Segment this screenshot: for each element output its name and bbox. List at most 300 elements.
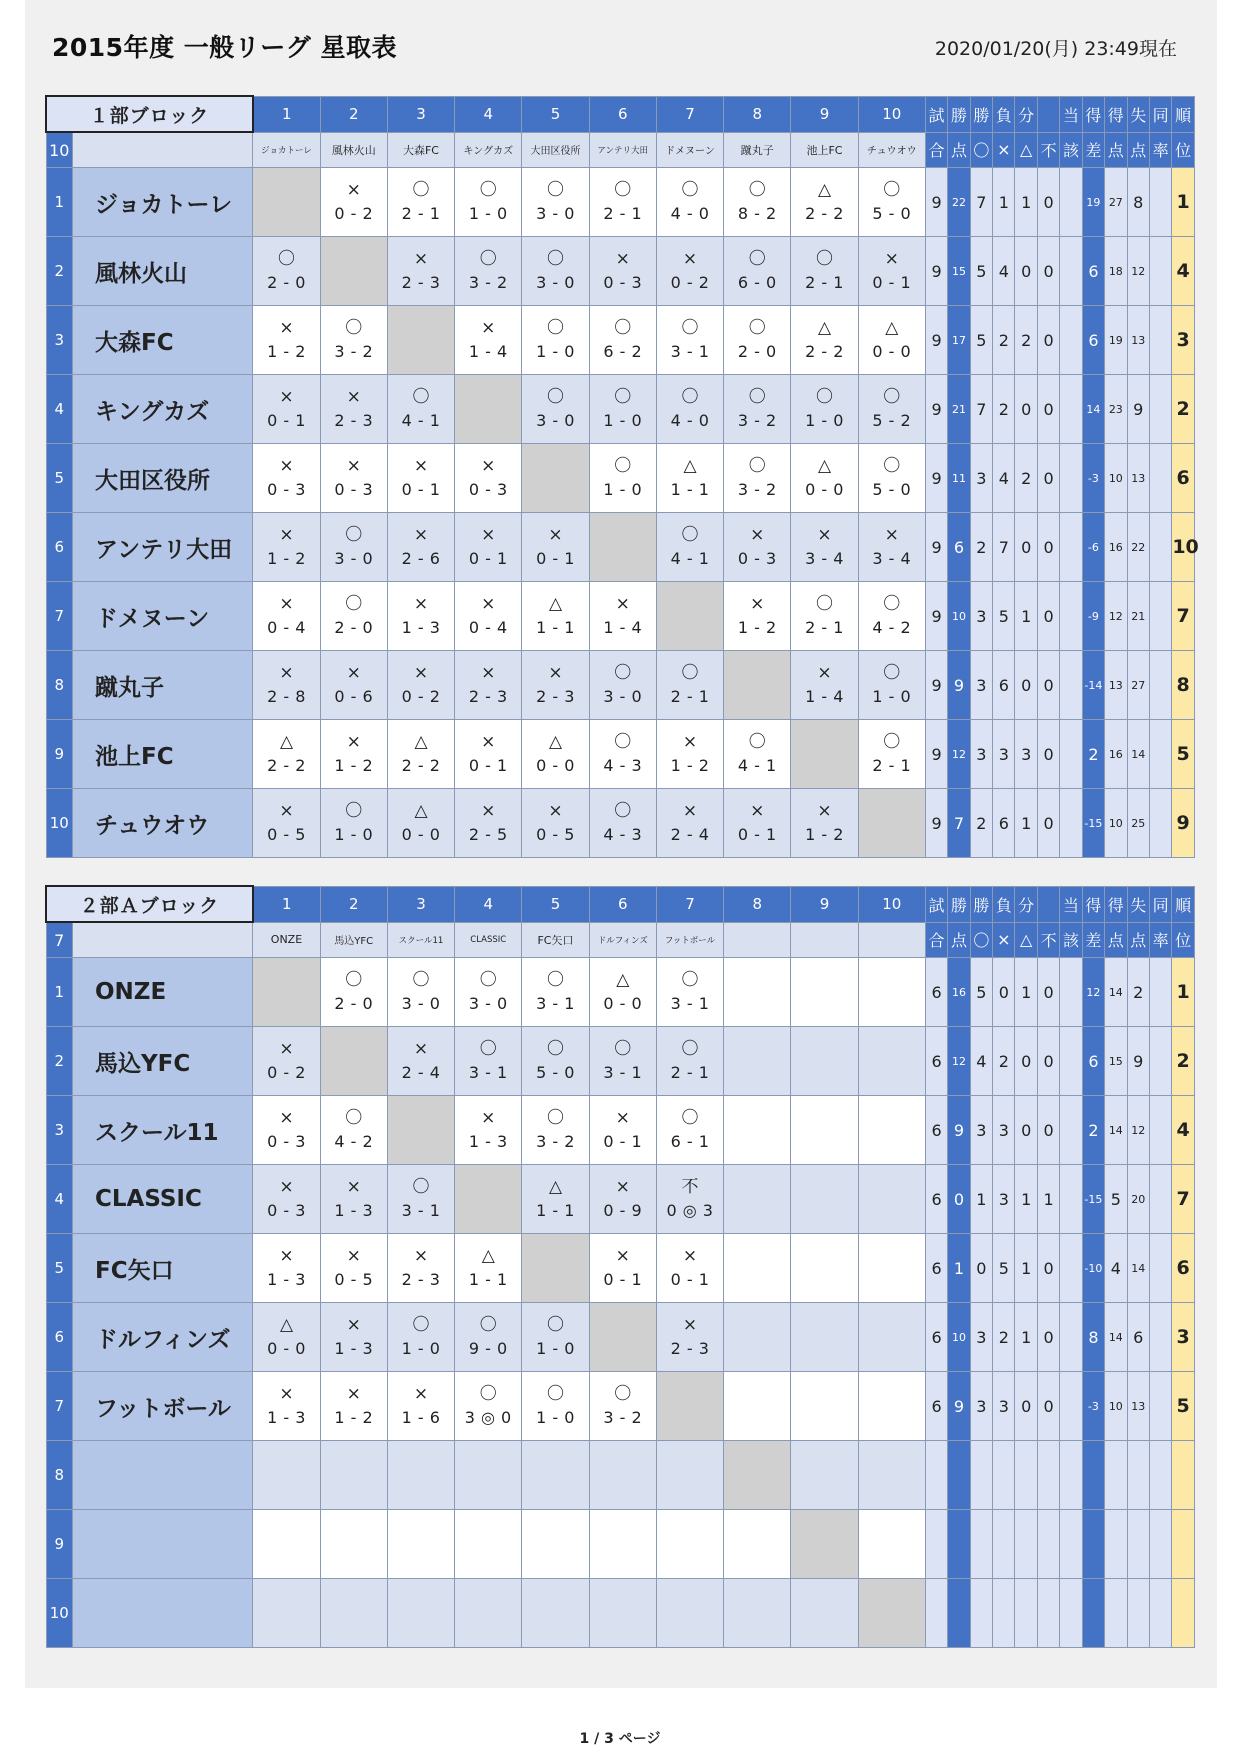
self-match-cell xyxy=(589,1303,656,1372)
result-mark xyxy=(253,1532,319,1556)
team-row xyxy=(46,375,1195,444)
match-result-cell xyxy=(387,789,454,858)
stat-games: 9 xyxy=(925,789,947,858)
result-mark: 〇 xyxy=(748,732,766,752)
stat-goals-against: 12 xyxy=(1127,1096,1149,1165)
result-mark: × xyxy=(481,318,496,338)
opponent-number: 9 xyxy=(791,886,858,922)
stat-goals-for: 14 xyxy=(1105,1096,1127,1165)
match-result-cell xyxy=(387,237,454,306)
stat-goal-diff: 6 xyxy=(1082,1027,1104,1096)
opponent-number: 6 xyxy=(589,886,656,922)
stat-tie-ratio xyxy=(1149,237,1171,306)
page-title: 2015年度 一般リーグ 星取表 xyxy=(52,33,397,62)
stat-goals-for: 19 xyxy=(1105,306,1127,375)
result-mark: 〇 xyxy=(614,318,632,338)
team-number: 8 xyxy=(46,1441,72,1510)
stat-rank: 5 xyxy=(1172,1372,1195,1441)
result-mark: 〇 xyxy=(681,318,699,338)
stat-goal-diff: -6 xyxy=(1082,513,1104,582)
match-result-cell xyxy=(253,789,320,858)
stat-wins: 3 xyxy=(970,1372,992,1441)
result-mark: 〇 xyxy=(479,249,497,269)
stat-tie-ratio xyxy=(1149,1510,1171,1579)
stat-rank: 6 xyxy=(1172,1234,1195,1303)
match-score: 3 - 2 xyxy=(737,411,777,430)
stat-draws: 1 xyxy=(1015,582,1037,651)
match-score: 2 - 2 xyxy=(805,342,844,361)
result-mark: 〇 xyxy=(546,180,564,200)
self-match-cell xyxy=(522,1234,589,1303)
opponent-column-name: チュウオウ xyxy=(858,132,925,168)
result-mark: 〇 xyxy=(883,663,901,683)
stat-goals-against: 20 xyxy=(1127,1165,1149,1234)
stat-goals-against: 21 xyxy=(1127,582,1149,651)
team-count: 10 xyxy=(46,132,72,168)
match-result-cell xyxy=(253,1579,320,1648)
stat-goal-diff: 12 xyxy=(1082,958,1104,1027)
result-mark xyxy=(590,1532,656,1556)
match-result-cell xyxy=(858,958,925,1027)
result-mark: × xyxy=(346,732,361,752)
match-score: 1 - 1 xyxy=(670,480,710,499)
result-mark: × xyxy=(279,525,294,545)
match-score: 5 - 2 xyxy=(872,411,912,430)
team-row xyxy=(46,1165,1195,1234)
result-mark xyxy=(321,1532,387,1556)
result-mark: × xyxy=(279,1177,294,1197)
match-score: 1 - 2 xyxy=(737,618,777,637)
stat-losses: 6 xyxy=(993,651,1015,720)
stat-goals-for xyxy=(1105,1510,1127,1579)
result-mark: △ xyxy=(548,594,563,614)
match-result-cell xyxy=(791,444,858,513)
match-result-cell xyxy=(724,1027,791,1096)
stat-rank xyxy=(1172,1579,1195,1648)
result-mark xyxy=(590,1463,656,1487)
match-result-cell xyxy=(455,1027,522,1096)
stat-draws: 0 xyxy=(1015,1372,1037,1441)
stat-games: 6 xyxy=(925,1303,947,1372)
result-mark: × xyxy=(346,1177,361,1197)
stat-head-to-head xyxy=(1060,1165,1082,1234)
match-score: 1 - 0 xyxy=(468,204,508,223)
team-number: 7 xyxy=(46,1372,72,1441)
match-score: 2 - 1 xyxy=(805,618,844,637)
stat-header-bottom: 点 xyxy=(1105,922,1127,958)
match-result-cell xyxy=(656,958,723,1027)
match-result-cell xyxy=(455,1303,522,1372)
result-mark: × xyxy=(548,801,563,821)
team-row xyxy=(46,651,1195,720)
result-mark xyxy=(724,1532,790,1556)
opponent-number: 6 xyxy=(589,96,656,132)
match-result-cell xyxy=(253,444,320,513)
result-mark: × xyxy=(279,663,294,683)
result-mark: × xyxy=(413,456,429,476)
stat-goal-diff: 19 xyxy=(1082,168,1104,237)
stat-wins: 5 xyxy=(970,306,992,375)
result-mark: × xyxy=(279,1384,294,1404)
result-mark: 〇 xyxy=(546,970,564,990)
match-result-cell xyxy=(589,958,656,1027)
result-mark: 〇 xyxy=(479,1384,497,1404)
result-mark xyxy=(522,1532,588,1556)
opponent-number: 8 xyxy=(724,96,791,132)
match-score: 0 - 2 xyxy=(670,273,710,292)
stat-header-bottom: 点 xyxy=(1127,132,1149,168)
stat-head-to-head xyxy=(1060,444,1082,513)
stat-losses: 1 xyxy=(993,168,1015,237)
result-mark: △ xyxy=(616,970,630,990)
stat-header-bottom: △ xyxy=(1015,922,1037,958)
stat-header-top: 得 xyxy=(1105,886,1127,922)
result-mark: × xyxy=(615,1177,630,1197)
result-mark: × xyxy=(346,1246,361,1266)
stat-goals-against: 9 xyxy=(1127,1027,1149,1096)
opponent-number: 3 xyxy=(387,96,454,132)
result-mark xyxy=(791,1118,857,1142)
result-mark xyxy=(657,1601,723,1625)
team-number: 2 xyxy=(46,237,72,306)
opponent-number: 10 xyxy=(858,886,925,922)
match-score: 4 - 1 xyxy=(670,549,710,568)
stat-goal-diff: 2 xyxy=(1082,1096,1104,1165)
match-score: 2 - 2 xyxy=(805,204,844,223)
stat-goal-diff: -9 xyxy=(1082,582,1104,651)
result-mark: 〇 xyxy=(479,1039,497,1059)
match-result-cell xyxy=(724,582,791,651)
team-row xyxy=(46,444,1195,513)
stat-head-to-head xyxy=(1060,306,1082,375)
stat-head-to-head xyxy=(1060,1303,1082,1372)
match-score: 0 - 0 xyxy=(805,480,844,499)
opponent-column-name: アンテリ大田 xyxy=(589,132,656,168)
stat-losses xyxy=(993,1579,1015,1648)
team-number: 3 xyxy=(46,306,72,375)
self-match-cell xyxy=(791,720,858,789)
result-mark: △ xyxy=(279,732,294,752)
result-mark xyxy=(321,1601,387,1625)
match-score: 0 - 2 xyxy=(267,1063,306,1082)
match-result-cell xyxy=(455,513,522,582)
stat-goal-diff: -15 xyxy=(1082,1165,1104,1234)
stat-wins: 0 xyxy=(970,1234,992,1303)
match-result-cell xyxy=(791,582,858,651)
stat-points: 10 xyxy=(948,582,970,651)
match-result-cell xyxy=(253,306,320,375)
match-score: 6 - 2 xyxy=(603,342,643,361)
stat-draws: 1 xyxy=(1015,958,1037,1027)
stat-goals-against xyxy=(1127,1510,1149,1579)
result-mark xyxy=(791,1256,857,1280)
stat-wins: 7 xyxy=(970,375,992,444)
match-score: 8 - 2 xyxy=(737,204,777,223)
match-score: 0 - 0 xyxy=(872,342,912,361)
opponent-number: 2 xyxy=(320,96,387,132)
match-result-cell xyxy=(522,1372,589,1441)
match-result-cell xyxy=(858,375,925,444)
stat-forfeits: 0 xyxy=(1037,720,1059,789)
match-score: 1 - 1 xyxy=(536,618,575,637)
stat-goals-against: 13 xyxy=(1127,1372,1149,1441)
match-result-cell xyxy=(656,1441,723,1510)
result-mark: × xyxy=(884,525,899,545)
match-result-cell xyxy=(656,513,723,582)
stat-head-to-head xyxy=(1060,1510,1082,1579)
team-name: 池上FC xyxy=(72,720,252,789)
match-score: 2 - 3 xyxy=(334,411,374,430)
sheet-background xyxy=(25,0,1217,1688)
stat-points xyxy=(948,1579,970,1648)
match-result-cell xyxy=(858,1372,925,1441)
stat-tie-ratio xyxy=(1149,1441,1171,1510)
stat-points: 17 xyxy=(948,306,970,375)
match-score: 2 - 8 xyxy=(267,687,306,706)
result-mark xyxy=(455,1601,521,1625)
stat-header-bottom: 率 xyxy=(1149,922,1171,958)
stat-points: 9 xyxy=(948,1096,970,1165)
result-mark: × xyxy=(548,663,563,683)
stat-forfeits: 0 xyxy=(1037,444,1059,513)
stat-wins: 2 xyxy=(970,789,992,858)
result-mark: × xyxy=(817,525,832,545)
match-result-cell xyxy=(589,651,656,720)
stat-games: 9 xyxy=(925,513,947,582)
stat-goals-against: 2 xyxy=(1127,958,1149,1027)
stat-goals-for xyxy=(1105,1441,1127,1510)
stat-games: 6 xyxy=(925,1027,947,1096)
stat-forfeits: 0 xyxy=(1037,168,1059,237)
result-mark: × xyxy=(615,249,630,269)
match-result-cell xyxy=(455,1579,522,1648)
stat-goal-diff: 6 xyxy=(1082,237,1104,306)
opponent-column-name xyxy=(791,922,858,958)
block-name: ２部Ａブロック xyxy=(46,886,253,922)
result-mark: 〇 xyxy=(748,180,766,200)
result-mark: 〇 xyxy=(815,387,833,407)
stat-header-bottom: 〇 xyxy=(970,922,992,958)
block-name: １部ブロック xyxy=(46,96,253,132)
match-result-cell xyxy=(791,375,858,444)
match-score: 1 - 0 xyxy=(536,1408,575,1427)
stat-points: 21 xyxy=(948,375,970,444)
opponent-number: 8 xyxy=(724,886,791,922)
stat-draws: 0 xyxy=(1015,651,1037,720)
team-name xyxy=(72,1441,252,1510)
stat-goal-diff: 6 xyxy=(1082,306,1104,375)
stat-goal-diff: -14 xyxy=(1082,651,1104,720)
stat-goals-for: 18 xyxy=(1105,237,1127,306)
stat-goals-for: 16 xyxy=(1105,720,1127,789)
result-mark: 〇 xyxy=(479,1315,497,1335)
result-mark: 〇 xyxy=(614,456,632,476)
stat-header-top: 勝 xyxy=(948,96,970,132)
stat-games: 9 xyxy=(925,651,947,720)
result-mark: 〇 xyxy=(748,456,766,476)
match-result-cell xyxy=(724,168,791,237)
match-result-cell xyxy=(858,1234,925,1303)
opponent-number: 9 xyxy=(791,96,858,132)
stat-wins: 3 xyxy=(970,1096,992,1165)
self-match-cell xyxy=(724,651,791,720)
match-result-cell xyxy=(387,1372,454,1441)
stat-draws: 1 xyxy=(1015,1165,1037,1234)
match-result-cell xyxy=(858,582,925,651)
stat-header-bottom: 該 xyxy=(1060,922,1082,958)
match-result-cell xyxy=(253,1303,320,1372)
match-result-cell xyxy=(858,720,925,789)
match-score: 0 - 2 xyxy=(401,687,441,706)
stat-head-to-head xyxy=(1060,1096,1082,1165)
result-mark: 〇 xyxy=(546,1108,564,1128)
match-result-cell xyxy=(387,1510,454,1579)
team-number: 5 xyxy=(46,444,72,513)
stat-goals-against: 22 xyxy=(1127,513,1149,582)
match-result-cell xyxy=(455,582,522,651)
team-name: アンテリ大田 xyxy=(72,513,252,582)
stat-draws: 0 xyxy=(1015,375,1037,444)
result-mark: △ xyxy=(683,456,697,476)
match-result-cell xyxy=(387,1441,454,1510)
team-name: 大森FC xyxy=(72,306,252,375)
result-mark: × xyxy=(615,1108,630,1128)
match-score: 3 - 2 xyxy=(603,1408,643,1427)
stat-goals-against: 8 xyxy=(1127,168,1149,237)
stat-goals-for xyxy=(1105,1579,1127,1648)
match-score: 0 - 1 xyxy=(603,1132,643,1151)
match-score: 9 - 0 xyxy=(468,1339,508,1358)
match-result-cell xyxy=(589,237,656,306)
match-result-cell xyxy=(656,1027,723,1096)
team-name xyxy=(72,1510,252,1579)
match-score: 2 - 4 xyxy=(670,825,710,844)
stat-points: 0 xyxy=(948,1165,970,1234)
team-row xyxy=(46,1234,1195,1303)
stat-header-bottom: × xyxy=(993,132,1015,168)
match-result-cell xyxy=(455,1510,522,1579)
match-result-cell xyxy=(522,375,589,444)
match-score: 1 - 3 xyxy=(334,1201,374,1220)
stat-head-to-head xyxy=(1060,582,1082,651)
result-mark: 〇 xyxy=(614,732,632,752)
match-result-cell xyxy=(455,1441,522,1510)
result-mark xyxy=(657,1532,723,1556)
stat-header-bottom: 合 xyxy=(925,132,947,168)
stat-forfeits: 0 xyxy=(1037,958,1059,1027)
match-score: 6 - 1 xyxy=(670,1132,710,1151)
match-result-cell xyxy=(253,1510,320,1579)
stat-tie-ratio xyxy=(1149,444,1171,513)
self-match-cell xyxy=(791,1510,858,1579)
match-result-cell xyxy=(522,237,589,306)
stat-wins: 3 xyxy=(970,1303,992,1372)
match-score: 1 - 0 xyxy=(536,342,575,361)
result-mark xyxy=(859,1325,925,1349)
result-mark: 〇 xyxy=(681,663,699,683)
match-score: 1 - 4 xyxy=(805,687,844,706)
match-result-cell xyxy=(656,168,723,237)
match-score: 2 - 4 xyxy=(401,1063,441,1082)
result-mark xyxy=(791,1463,857,1487)
match-result-cell xyxy=(656,1510,723,1579)
match-score: 5 - 0 xyxy=(872,480,912,499)
stat-rank: 3 xyxy=(1172,306,1195,375)
result-mark: 〇 xyxy=(815,594,833,614)
result-mark: × xyxy=(682,1315,698,1335)
opponent-column-name: スクール11 xyxy=(387,922,454,958)
stat-wins xyxy=(970,1441,992,1510)
team-name: ONZE xyxy=(72,958,252,1027)
opponent-column-name: 大森FC xyxy=(387,132,454,168)
stat-games: 9 xyxy=(925,306,947,375)
result-mark xyxy=(791,1394,857,1418)
team-row xyxy=(46,513,1195,582)
stat-head-to-head xyxy=(1060,720,1082,789)
match-score: 0 - 3 xyxy=(737,549,777,568)
stat-header-bottom: 差 xyxy=(1082,132,1104,168)
team-name: 大田区役所 xyxy=(72,444,252,513)
result-mark: 〇 xyxy=(345,594,363,614)
stat-forfeits: 0 xyxy=(1037,237,1059,306)
match-result-cell xyxy=(522,1579,589,1648)
result-mark xyxy=(388,1601,454,1625)
stat-header-bottom: 不 xyxy=(1037,132,1059,168)
stat-games: 9 xyxy=(925,444,947,513)
stat-header-top: 失 xyxy=(1127,96,1149,132)
result-mark: 〇 xyxy=(412,180,430,200)
team-name: ジョカトーレ xyxy=(72,168,252,237)
stat-tie-ratio xyxy=(1149,720,1171,789)
match-score: 4 - 0 xyxy=(670,204,710,223)
team-row xyxy=(46,1510,1195,1579)
match-score: 2 - 1 xyxy=(603,204,643,223)
match-result-cell xyxy=(858,237,925,306)
match-result-cell xyxy=(253,237,320,306)
team-name: フットボール xyxy=(72,1372,252,1441)
opponent-column-name: フットボール xyxy=(656,922,723,958)
result-mark: △ xyxy=(885,318,899,338)
stat-points: 10 xyxy=(948,1303,970,1372)
opponent-column-name: 風林火山 xyxy=(320,132,387,168)
result-mark: × xyxy=(682,801,698,821)
match-result-cell xyxy=(724,237,791,306)
result-mark: × xyxy=(750,801,765,821)
match-result-cell xyxy=(455,1234,522,1303)
match-score: 1 - 0 xyxy=(334,825,374,844)
stat-goal-diff: 8 xyxy=(1082,1303,1104,1372)
team-name: 馬込YFC xyxy=(72,1027,252,1096)
stat-head-to-head xyxy=(1060,958,1082,1027)
match-result-cell xyxy=(253,1096,320,1165)
match-result-cell xyxy=(387,1303,454,1372)
match-result-cell xyxy=(320,444,387,513)
result-mark xyxy=(321,1463,387,1487)
stat-losses: 3 xyxy=(993,1165,1015,1234)
team-number: 8 xyxy=(46,651,72,720)
result-mark: 〇 xyxy=(748,249,766,269)
match-result-cell xyxy=(522,651,589,720)
result-mark: × xyxy=(481,456,496,476)
result-mark: △ xyxy=(817,318,832,338)
result-mark: 〇 xyxy=(412,387,430,407)
result-mark: 〇 xyxy=(546,318,564,338)
self-match-cell xyxy=(858,789,925,858)
match-score: 0 - 4 xyxy=(267,618,306,637)
match-score: 1 - 4 xyxy=(603,618,643,637)
stat-rank: 3 xyxy=(1172,1303,1195,1372)
match-score: 0 - 3 xyxy=(334,480,374,499)
